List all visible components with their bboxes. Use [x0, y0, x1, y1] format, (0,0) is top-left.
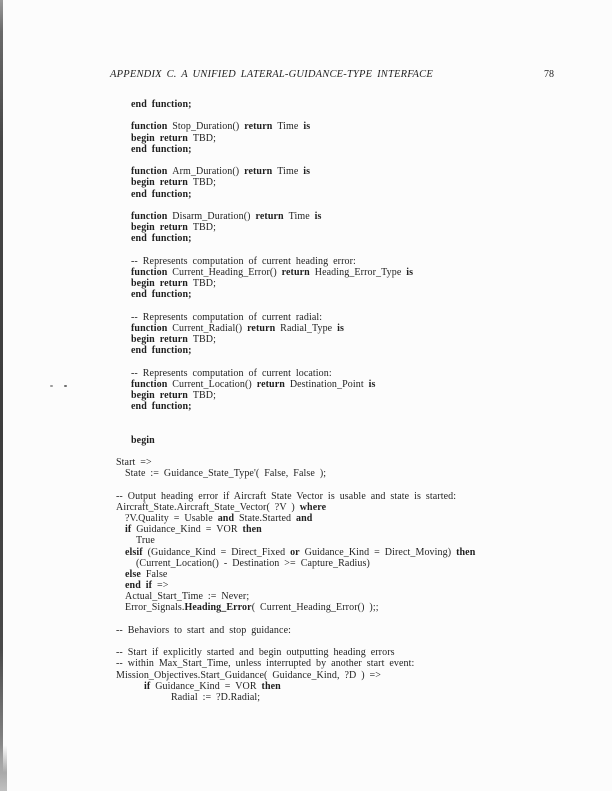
- code-text: Time: [277, 166, 304, 178]
- code-text: (Guidance_Kind = Direct_Fixed: [147, 546, 291, 558]
- code-line: [116, 625, 475, 636]
- code-line: [116, 457, 475, 468]
- code-keyword: function: [131, 210, 173, 222]
- code-text: TBD;: [192, 333, 217, 345]
- code-text: Time: [277, 121, 304, 133]
- code-line: [116, 491, 475, 502]
- code-line: [116, 345, 475, 356]
- code-text: Mission_Objectives.Start_Guidance( Guidance_Kind, ?D ) =>: [116, 669, 382, 681]
- code-text: -- Represents computation of current heading error:: [131, 255, 356, 267]
- code-text: Actual_Start_Time := Never;: [125, 591, 250, 603]
- code-keyword: Heading_Error: [184, 602, 252, 614]
- code-keyword: function: [131, 266, 173, 278]
- code-text: Start =>: [116, 457, 152, 469]
- scan-speck: [50, 385, 53, 387]
- scan-edge-artifact-bottom: [0, 745, 7, 791]
- code-line: [116, 278, 475, 289]
- code-text: Destination_Point: [289, 378, 369, 390]
- code-line: [116, 166, 475, 177]
- code-line: [116, 133, 475, 144]
- code-keyword: then: [261, 680, 281, 692]
- code-text: Disarm_Duration(): [172, 210, 256, 222]
- code-keyword: function: [131, 166, 173, 178]
- code-keyword: then: [242, 524, 262, 536]
- code-keyword: return: [256, 378, 290, 390]
- code-keyword: return: [244, 166, 278, 178]
- code-keyword: return: [255, 210, 289, 222]
- code-text: Heading_Error_Type: [314, 266, 407, 278]
- code-keyword: return: [247, 322, 281, 334]
- code-line: [116, 535, 475, 546]
- code-line: [116, 189, 475, 200]
- code-line: [116, 591, 475, 602]
- code-keyword: begin return: [131, 333, 193, 345]
- code-keyword: begin return: [131, 222, 193, 234]
- code-text: (Current_Location() - Destination >= Capture_Radius): [136, 557, 370, 569]
- code-text: =>: [156, 580, 169, 592]
- code-text: Time: [288, 210, 315, 222]
- code-keyword: if: [125, 524, 137, 536]
- code-text: Current_Heading_Error(): [172, 266, 282, 278]
- code-text: False: [145, 568, 168, 580]
- code-keyword: where: [299, 501, 327, 513]
- code-text: -- Represents computation of current radial:: [131, 311, 323, 323]
- code-line: [116, 647, 475, 658]
- code-keyword: elsif: [125, 546, 148, 558]
- code-keyword: begin: [131, 434, 155, 446]
- code-text: TBD;: [192, 389, 217, 401]
- code-keyword: begin return: [131, 132, 193, 144]
- code-line: [116, 401, 475, 412]
- code-text: ?V.Quality = Usable: [125, 512, 218, 524]
- code-text: -- Start if explicitly started and begin outputting heading errors: [116, 647, 395, 659]
- code-keyword: then: [456, 546, 476, 558]
- running-head-title: APPENDIX C. A UNIFIED LATERAL-GUIDANCE-TYPE INTERFACE: [110, 69, 433, 80]
- code-line: [116, 379, 475, 390]
- code-keyword: is: [368, 378, 376, 390]
- code-keyword: is: [406, 266, 414, 278]
- code-keyword: if: [144, 680, 156, 692]
- code-text: Error_Signals.: [125, 602, 185, 614]
- code-keyword: function: [131, 378, 173, 390]
- code-keyword: is: [303, 166, 311, 178]
- code-keyword: end function;: [131, 99, 192, 110]
- code-keyword: end function;: [131, 233, 192, 245]
- code-keyword: function: [131, 322, 173, 334]
- code-text: Current_Location(): [172, 378, 257, 390]
- code-keyword: return: [281, 266, 315, 278]
- code-line: [116, 569, 475, 580]
- code-line: [116, 267, 475, 278]
- code-text: Arm_Duration(): [172, 166, 245, 178]
- code-line: [116, 144, 475, 155]
- code-line: [116, 211, 475, 222]
- code-text: TBD;: [192, 222, 217, 234]
- code-text: -- within Max_Start_Time, unless interrupted by another start event:: [116, 658, 415, 670]
- code-line: [116, 99, 475, 110]
- code-keyword: is: [314, 210, 322, 222]
- scan-edge-artifact: [0, 0, 3, 791]
- code-line: [116, 602, 475, 613]
- code-line: [116, 435, 475, 446]
- code-keyword: end if: [125, 580, 157, 592]
- code-text: True: [136, 535, 155, 547]
- scan-speck: [64, 385, 67, 387]
- code-keyword: begin return: [131, 177, 193, 189]
- code-line: [116, 558, 475, 569]
- code-text: State := Guidance_State_Type'( False, False );: [125, 468, 327, 480]
- code-listing: [116, 99, 475, 703]
- code-line: [116, 502, 475, 513]
- code-text: Guidance_Kind = VOR: [155, 680, 262, 692]
- code-text: -- Represents computation of current location:: [131, 367, 332, 379]
- code-keyword: end function;: [131, 188, 192, 200]
- code-text: TBD;: [192, 177, 217, 189]
- code-keyword: end function;: [131, 401, 192, 413]
- code-text: -- Output heading error if Aircraft State Vector is usable and state is started:: [116, 490, 457, 502]
- code-keyword: end function;: [131, 345, 192, 357]
- code-keyword: begin return: [131, 389, 193, 401]
- page-header: [110, 69, 554, 80]
- code-line: [116, 547, 475, 558]
- code-keyword: and: [296, 512, 313, 524]
- code-keyword: end function;: [131, 289, 192, 301]
- code-line: [116, 580, 475, 591]
- code-line: [116, 658, 475, 669]
- code-line: [116, 390, 475, 401]
- code-line: [116, 670, 475, 681]
- code-text: TBD;: [192, 132, 217, 144]
- code-keyword: end function;: [131, 143, 192, 155]
- code-keyword: begin return: [131, 278, 193, 289]
- code-keyword: else: [125, 568, 146, 580]
- code-keyword: is: [303, 121, 311, 133]
- code-line: [116, 368, 475, 379]
- code-text: Stop_Duration(): [172, 121, 245, 133]
- code-line: [116, 222, 475, 233]
- code-line: [116, 233, 475, 244]
- code-line: [116, 334, 475, 345]
- code-line: [116, 692, 475, 703]
- code-line: [116, 177, 475, 188]
- code-line: [116, 681, 475, 692]
- code-text: Guidance_Kind = Direct_Moving): [299, 546, 457, 558]
- code-line: [116, 312, 475, 323]
- code-text: Current_Radial(): [172, 322, 248, 334]
- code-line: [116, 524, 475, 535]
- code-line: [116, 121, 475, 132]
- code-keyword: or: [290, 546, 300, 558]
- page-number: 78: [544, 69, 554, 80]
- code-text: Guidance_Kind = VOR: [136, 524, 243, 536]
- code-keyword: return: [244, 121, 278, 133]
- code-text: State.Started: [234, 512, 297, 524]
- code-text: Radial := ?D.Radial;: [171, 691, 261, 703]
- code-line: [116, 256, 475, 267]
- code-line: [116, 323, 475, 334]
- code-text: Radial_Type: [280, 322, 338, 334]
- code-keyword: and: [217, 512, 235, 524]
- code-keyword: function: [131, 121, 173, 133]
- code-text: TBD;: [192, 278, 217, 289]
- code-line: [116, 289, 475, 300]
- code-text: Aircraft_State.Aircraft_State_Vector( ?V ): [116, 501, 300, 513]
- code-line: [116, 468, 475, 479]
- code-text: ( Current_Heading_Error() );;: [251, 602, 379, 614]
- code-line: [116, 513, 475, 524]
- code-text: -- Behaviors to start and stop guidance:: [116, 624, 291, 636]
- code-keyword: is: [337, 322, 344, 334]
